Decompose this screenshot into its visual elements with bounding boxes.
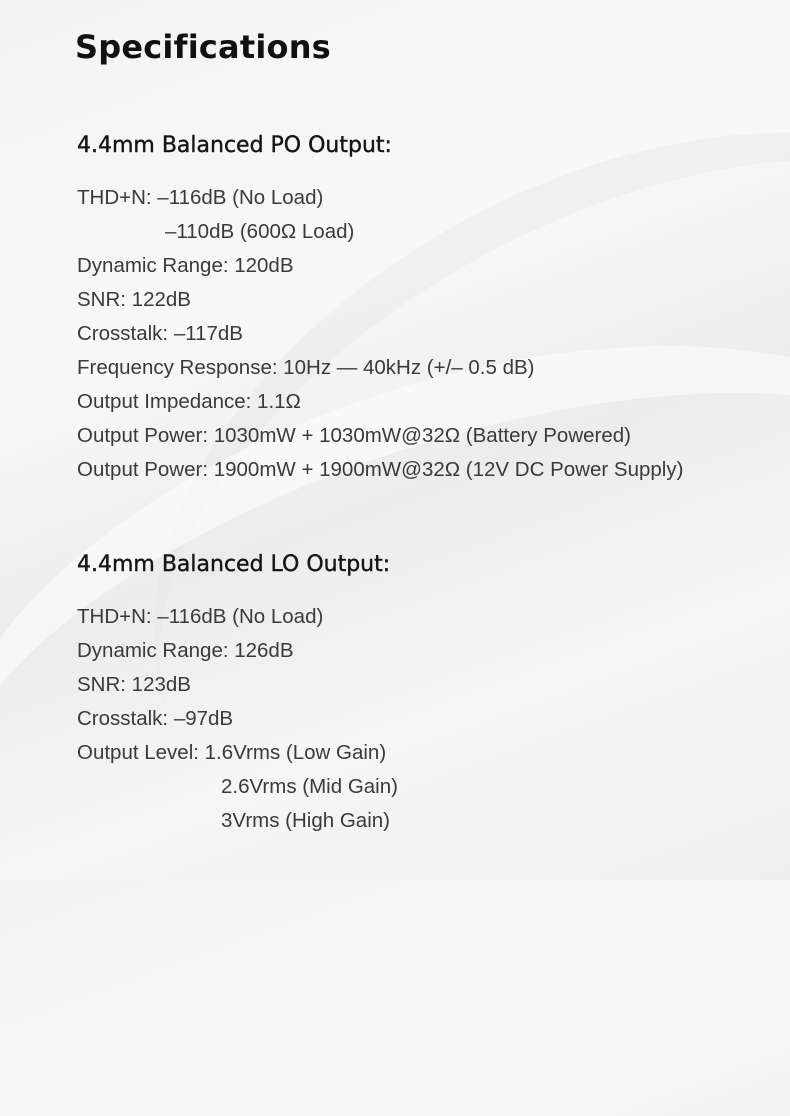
spec-line-crosstalk: Crosstalk: –97dB (77, 707, 234, 730)
spec-line-thd-n: THD+N: –116dB (No Load) (77, 186, 324, 209)
spec-line-output-level-low-gain: Output Level: 1.6Vrms (Low Gain) (77, 741, 387, 764)
spec-line-output-power-battery: Output Power: 1030mW + 1030mW@32Ω (Battery Powered) (77, 424, 631, 447)
spec-line-output-level-high-gain: 3Vrms (High Gain) (221, 809, 390, 832)
spec-line-thd-n: THD+N: –116dB (No Load) (77, 605, 324, 628)
section-heading-lo-output: 4.4mm Balanced LO Output: (77, 552, 391, 577)
spec-line-output-impedance: Output Impedance: 1.1Ω (77, 390, 301, 413)
spec-line-snr: SNR: 123dB (77, 673, 191, 696)
spec-line-snr: SNR: 122dB (77, 288, 191, 311)
lo-output-spec-list (77, 600, 398, 838)
spec-line-crosstalk: Crosstalk: –117dB (77, 322, 243, 345)
spec-line-output-level-mid-gain: 2.6Vrms (Mid Gain) (221, 775, 398, 798)
section-heading-po-output: 4.4mm Balanced PO Output: (77, 133, 392, 158)
spec-line-dynamic-range: Dynamic Range: 126dB (77, 639, 294, 662)
page-title: Specifications (75, 28, 331, 66)
spec-line-thd-n-600-ohm: –110dB (600Ω Load) (165, 220, 355, 243)
spec-line-output-power-dc: Output Power: 1900mW + 1900mW@32Ω (12V DC Power Supply) (77, 458, 684, 481)
po-output-spec-list (77, 181, 683, 487)
spec-line-dynamic-range: Dynamic Range: 120dB (77, 254, 294, 277)
spec-line-frequency-response: Frequency Response: 10Hz — 40kHz (+/– 0.5 dB) (77, 356, 535, 379)
